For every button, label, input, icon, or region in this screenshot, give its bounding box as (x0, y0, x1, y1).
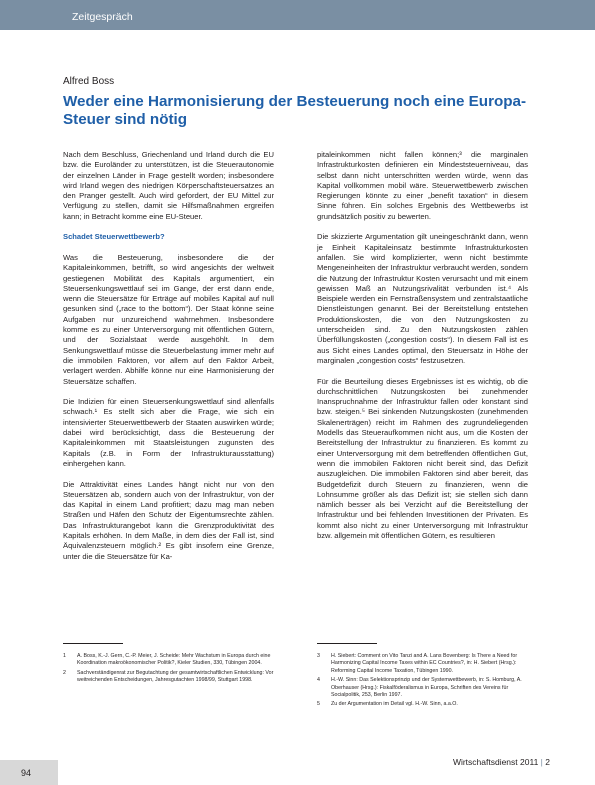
paragraph: Die skizzierte Argumentation gilt uneingeschränkt dann, wenn je Einheit Kapitaleinsatz bestimmte Infrastrukturkosten anfallen. Sie wird komplizierter, wenn nicht bestimmte Mengeneinheiten der Infrastruktur verbraucht werden, sondern die Nutzung der Infrastruktur Kosten verursacht und mit einem gewissen Maß an Nutzungsrivalität verbunden ist.⁴ Als Beispiele werden ein Fernstraßensystem und zentralstaatliche Dienstleistungen genannt. Bei der Bereitstellung entstehen Produktionskosten, die von den Nutzungskosten zu unterscheiden sind. Zu den Nutzungskosten zählen Überfüllungskosten („congestion costs“). In diesem Fall ist es aus Sicht eines Landes optimal, den Steuersatz in Höhe der marginalen „congestion costs“ festzusetzen. (317, 232, 528, 365)
journal-footer (453, 757, 550, 767)
footnote (63, 670, 274, 685)
footnotes-right (317, 653, 528, 711)
footnote (317, 701, 528, 708)
section-heading: Schadet Steuerwettbewerb? (63, 232, 165, 242)
footnote-text: H.-W. Sinn: Das Selektionsprinzip und der Systemwettbewerb, in: S. Homburg, A. Oberhauser (Hrsg.): Fiskalföderalismus in Europa, Schriften des Vereins für Socialpolitik, 253, Berlin 1997. (331, 677, 522, 699)
paragraph: Für die Beurteilung dieses Ergebnisses ist es wichtig, ob die durchschnittlichen Nutzungskosten bei zunehmender Inanspruchnahme der Infrastruktur fallen oder konstant sind bzw. steigen.⁵ Bei sinkenden Nutzungskosten (zunehmenden Skalenerträgen) reicht im Rahmen des zugrundeliegenden Modells das Steueraufkommen nicht aus, um die Kosten der Bereitstellung der Infrastruktur zu finanzieren. Es kommt zu einer Unterversorgung mit dem betreffenden öffentlichen Gut, wenn die immobilen Faktoren nicht bereit sind, das Defizit auszugleichen. Die immobilen Faktoren sind aber bereit, das Budgetdefizit durch Steuern zu finanzieren, wenn die Lohnsumme größer als das Defizit ist; sie stellen sich dann nämlich besser als bei Verzicht auf die Bereitstellung der Infrastruktur und bei fehlenden Investitionen der Privaten. Es kommt also nicht zu einer Unterversorgung mit Infrastruktur bzw. allgemein mit öffentlichen Gütern, es resultieren (317, 376, 528, 540)
paragraph: Die Attraktivität eines Landes hängt nicht nur von den Steuersätzen ab, sondern auch von der Infrastruktur, von der das Kapital in einem Land profitiert; dazu mag man neben Straßen und Häfen den Schutz der Eigentumsrechte zählen. Das Infrastrukturangebot kann die Grenzproduktivität des Kapitals erhöhen. In dem Maße, in dem dies der Fall ist, sind Äquivalenzsteuern möglich.² Es gibt insofern eine Grenze, unter die die Steuersätze für Ka- (63, 479, 274, 561)
paragraph: Nach dem Beschluss, Griechenland und Irland durch die EU bzw. die Euroländer zu unterstützen, ist die Steuerautonomie der einzelnen Länder in Frage gestellt worden; insbesondere wird Irland wegen des niedrigen Körperschaftsteuersatzes an den Pranger gestellt. Auch wird gefordert, der EU Mittel zur Verfügung zu stellen, damit sie Hilfsmaßnahmen ergreifen kann; in Betracht komme eine EU-Steuer. (63, 150, 274, 221)
footnote-number: 2 (63, 669, 66, 676)
footnote (63, 653, 274, 668)
footnote (317, 653, 528, 675)
paragraph: Was die Besteuerung, insbesondere die der Kapitaleinkommen, betrifft, so wird angesichts der weltweit gestiegenen Mobilität des Kapitals argumentiert, ein Steuersenkungswettlauf sei im Gange, der erst dann ende, wenn die Steuersätze für Erträge auf mobiles Kapital auf null gesunken sind („race to the bottom“). Der Staat könne seine Aufgaben nur unzureichend wahrnehmen. Insbesondere komme es zu einer Unterversorgung mit öffentlichen Gütern, und der Sozialstaat werde ausgehöhlt. In dem Senkungswettlauf müsse die Steuerbelastung immer mehr auf die immobilen Faktoren, vor allem auf den Faktor Arbeit, verlagert werden. Abhilfe könne nur eine Harmonisierung der Steuersätze schaffen. (63, 252, 274, 386)
footer-separator: | (540, 757, 543, 767)
page-number: 94 (21, 768, 32, 778)
footnote (317, 677, 528, 699)
footnote-text: A. Boss, K.-J. Gern, C.-P. Meier, J. Scheide: Mehr Wachstum in Europa durch eine Koordination makroökonomischer Politik?, Kieler Studien, 330, Tübingen 2004. (77, 653, 271, 667)
footnote-divider (63, 643, 123, 644)
footnote-number: 1 (63, 653, 66, 659)
article-title: Weder eine Harmonisierung der Besteuerung noch eine Europa-Steuer sind nötig (63, 93, 527, 128)
author-name: Alfred Boss (63, 76, 115, 87)
footnote-text: Zu der Argumentation im Detail vgl. H.-W. Sinn, a.a.O. (331, 701, 458, 708)
footnote-number: 5 (317, 701, 320, 708)
journal-name: Wirtschaftsdienst 2011 (452, 757, 539, 767)
paragraph: pitaleinkommen nicht fallen können;³ die marginalen Infrastrukturkosten definieren ein Mindeststeuerniveau, das selbst dann nicht unterschritten werden würde, wenn das Kapital vollkommen mobil wäre. Steuerwettbewerb zwischen Regierungen könnte zu einer „benefit taxation“ in diesem Sinne führen. Ein solches Ergebnis des Wettbewerbs ist grundsätzlich positiv zu bewerten. (317, 150, 528, 221)
footnote-number: 4 (317, 677, 320, 684)
footnotes-left (63, 653, 274, 687)
section-label: Zeitgespräch (72, 11, 133, 23)
footnote-number: 3 (317, 653, 320, 659)
right-column (317, 150, 528, 552)
footnote-text: H. Siebert: Comment on Vito Tanzi and A. Lans Bovenberg: Is There a Need for Harmonizing Capital Income Taxes within EC Countries?, in: H. Siebert (Hrsg.): Reforming Capital Income Taxation, Tübingen 1990. (331, 653, 518, 674)
footnote-text: Sachverständigenrat zur Begutachtung der gesamtwirtschaftlichen Entwicklung: Vor weitreichenden Entscheidungen, Jahresgutachten 1998/99, Stuttgart 1998. (77, 669, 274, 684)
paragraph: Die Indizien für einen Steuersenkungswettlauf sind allenfalls schwach.¹ Es stellt sich aber die Frage, wie sich ein intensivierter Steuerwettbewerb der Staaten auswirken würde; dabei wird berücksichtigt, dass die Besteuerung der Kapitaleinkommen mit Staatsleistungen zugunsten des Kapitals (z.B. in Form der Infrastrukturausstattung) einhergehen kann. (63, 397, 274, 468)
left-column (63, 150, 274, 572)
issue-number: 2 (545, 757, 550, 767)
footnote-divider (317, 643, 377, 644)
